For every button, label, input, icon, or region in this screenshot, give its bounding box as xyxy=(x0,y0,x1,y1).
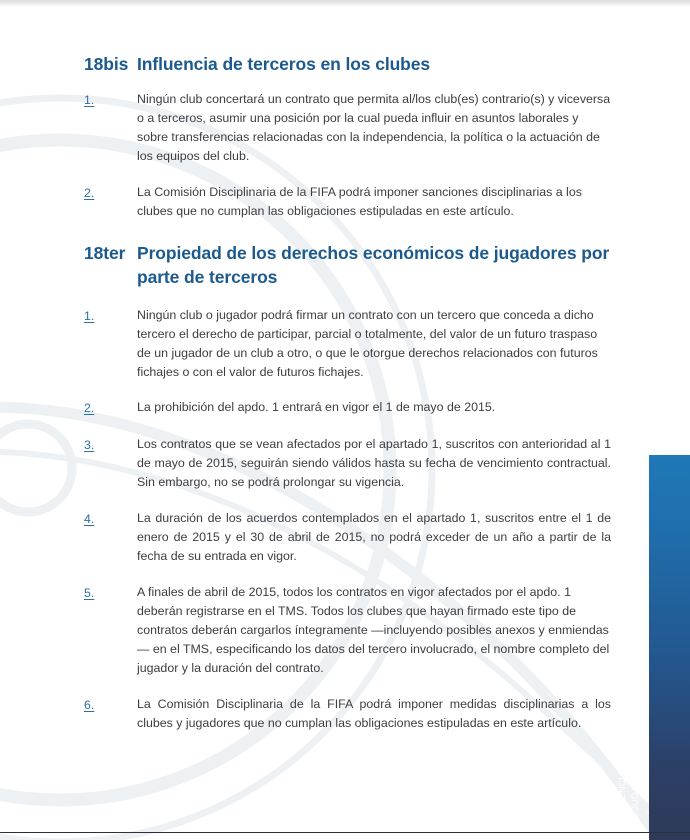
section-title-18ter: Propiedad de los derechos económicos de jugadores por parte de terceros xyxy=(137,243,610,287)
clause-text: La Comisión Disciplinaria de la FIFA podrá imponer sanciones disciplinarias a los clubes que no cumplan las obligaciones estipuladas en este artículo. xyxy=(137,185,582,218)
section-heading-18bis xyxy=(84,52,611,76)
clause-marker xyxy=(84,306,137,326)
clause-marker-text: 2. xyxy=(84,401,95,415)
section-18bis xyxy=(84,52,611,234)
chapter-side-tab xyxy=(617,455,690,840)
clause-text: La prohibición del apdo. 1 entrará en vigor el 1 de mayo de 2015. xyxy=(137,400,496,414)
clause-text: La duración de los acuerdos contemplados en el apartado 1, suscritos entre el 1 de enero de 2015 y el 30 de abril de 2015, no podrá exceder de un año a partir de la fecha de su entrada en vigor. xyxy=(137,511,611,563)
clause-marker xyxy=(84,183,137,203)
clause-text: A finales de abril de 2015, todos los contratos en vigor afectados por el apdo. 1 deberán registrarse en el TMS. Todos los clubes que hayan firmado este tipo de contratos deberán cargarlos íntegramente —incluyendo posibles anexos y enmiendas— en el TMS, especificando los datos del tercero involucrado, el nombre completo del jugador y la duración del contrato. xyxy=(137,585,610,675)
clause-text: Ningún club o jugador podrá firmar un contrato con un tercero que conceda a dicho tercero el derecho de participar, parcial o totalmente, del valor de un futuro traspaso de un jugador de un club a otro, o que le otorgue derechos relacionados con futuros fichajes o con el valor de futuros fichajes. xyxy=(137,308,598,379)
clause-marker-text: 5. xyxy=(84,586,95,600)
chapter-side-tab-label: INFLUENCIA DE TERCEROS Y PROPIEDAD DE LOS DERECHOS ECONÓMICOS DE JUGADORES xyxy=(617,478,640,826)
clause-text: Ningún club concertará un contrato que permita al/los club(es) contrario(s) y viceversa o a terceros, asumir una posición por la cual pueda influir en asuntos laborales y sobre transferencias relacionadas con la independencia, la política o la actuación de los equipos del club. xyxy=(137,92,611,163)
page-top-edge-shadow xyxy=(0,0,690,7)
clause-marker-text: 6. xyxy=(84,698,95,712)
clause-text: La Comisión Disciplinaria de la FIFA podrá imponer medidas disciplinarias a los clubes y jugadores que no cumplan las obligaciones estipuladas en este artículo. xyxy=(137,697,611,730)
clause-item xyxy=(84,398,611,418)
clause-item xyxy=(84,435,611,492)
section-title-18bis: Influencia de terceros en los clubes xyxy=(137,54,431,74)
clause-marker xyxy=(84,90,137,110)
clause-marker xyxy=(84,695,137,715)
section-number-18bis: 18bis xyxy=(84,54,129,74)
clause-item xyxy=(84,306,611,382)
clause-item xyxy=(84,183,611,221)
clause-marker-text: 4. xyxy=(84,512,95,526)
clause-text: Los contratos que se vean afectados por el apartado 1, suscritos con anterioridad al 1 de mayo de 2015, seguirán siendo válidos hasta su fecha de vencimiento contractual. Sin embargo, no se podrá prolongar su vigencia. xyxy=(137,437,611,489)
clause-marker-text: 1. xyxy=(84,309,95,323)
section-heading-18ter xyxy=(84,241,611,289)
clause-item xyxy=(84,90,611,166)
clause-marker xyxy=(84,583,137,603)
clause-marker xyxy=(84,435,137,455)
clause-item xyxy=(84,509,611,566)
section-18ter xyxy=(84,241,611,746)
clause-marker-text: 1. xyxy=(84,93,95,107)
clause-marker xyxy=(84,509,137,529)
clause-item xyxy=(84,583,611,678)
clause-item xyxy=(84,695,611,733)
clause-marker-text: 3. xyxy=(84,438,95,452)
clause-marker xyxy=(84,398,137,418)
page-bottom-rule xyxy=(0,832,690,833)
chapter-side-tab-text-wrapper xyxy=(608,455,649,840)
section-number-18ter: 18ter xyxy=(84,243,126,263)
clause-marker-text: 2. xyxy=(84,186,95,200)
